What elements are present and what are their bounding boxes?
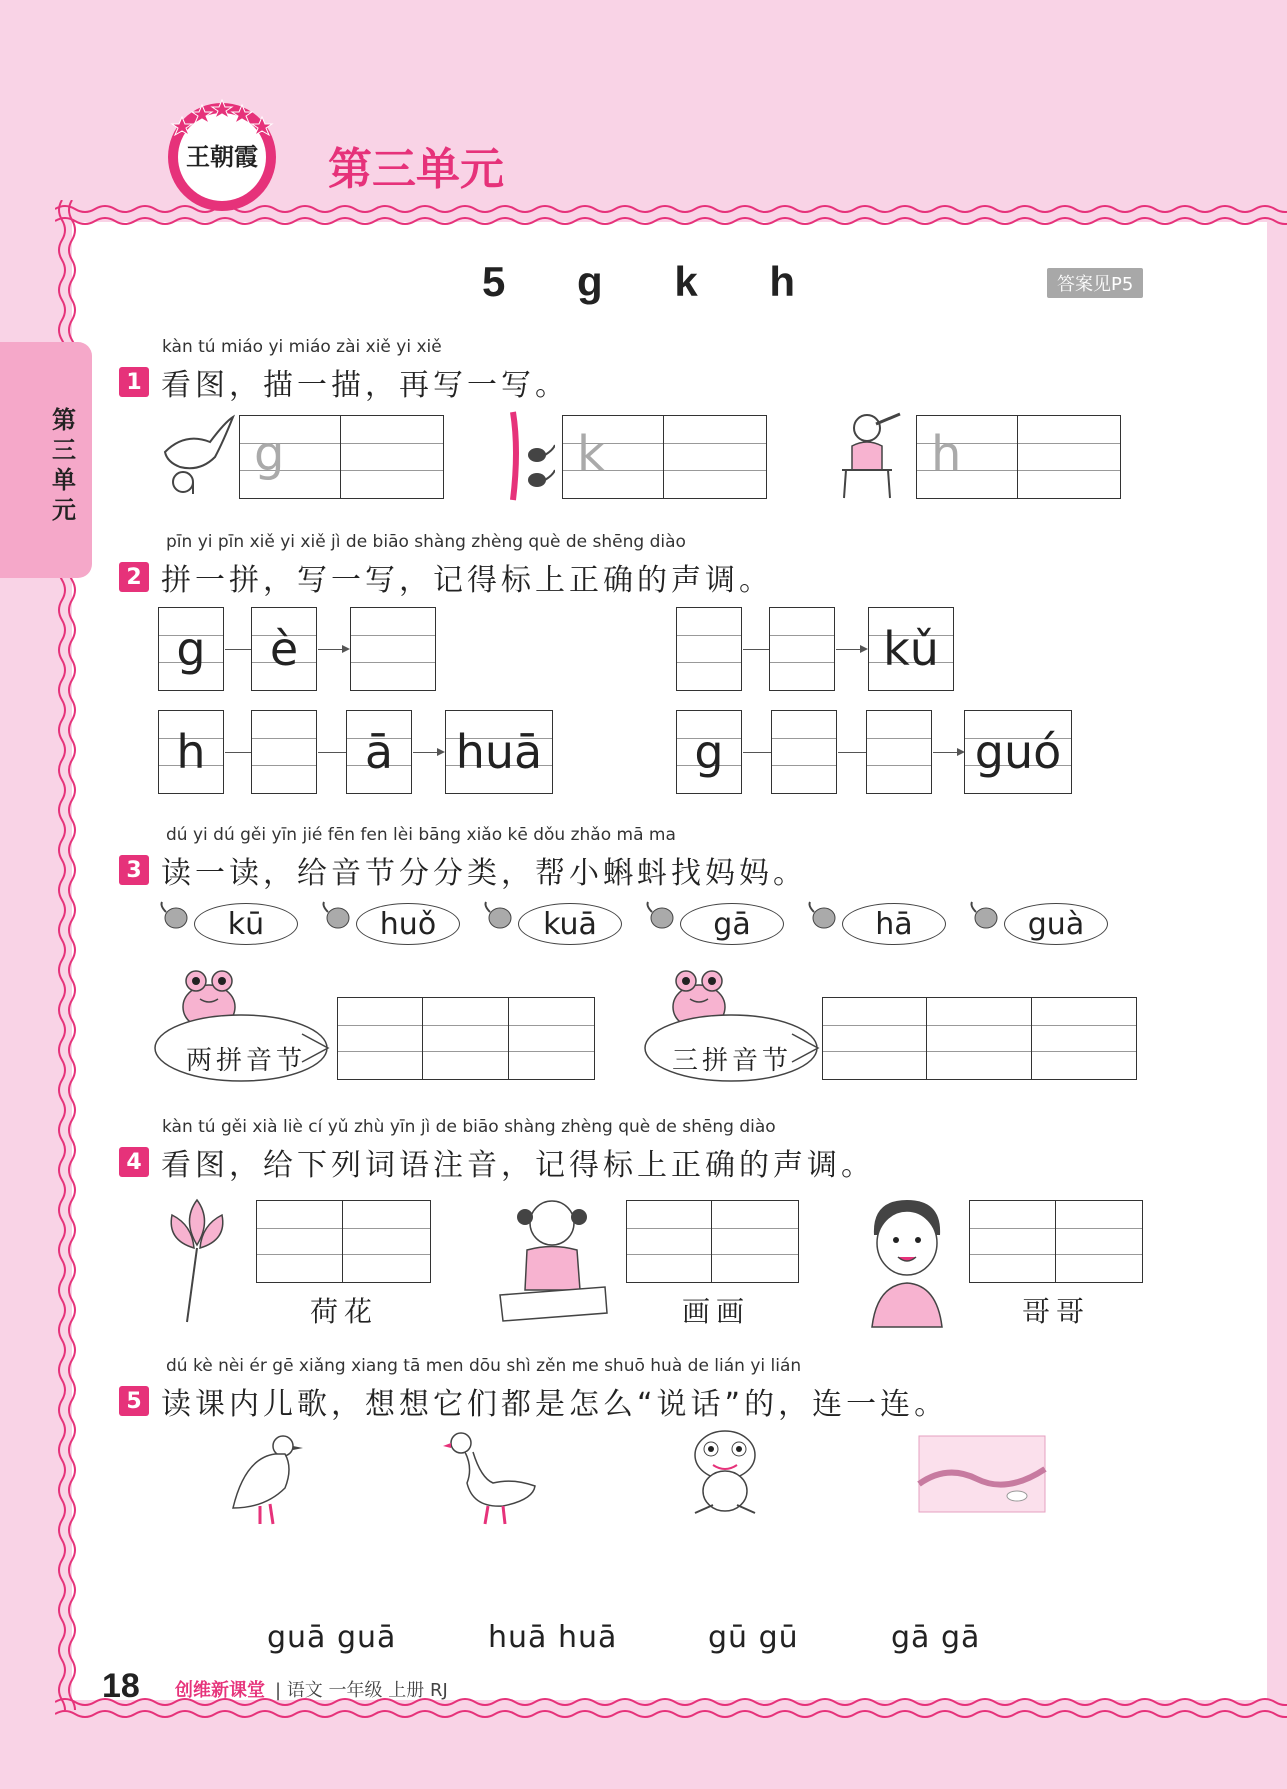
tadpole-icon (644, 900, 676, 932)
girl-drawing-image-icon (495, 1195, 610, 1325)
q1-number: 1 (119, 367, 149, 397)
connector-line (743, 752, 771, 753)
syllable-ga[interactable]: gā (680, 903, 784, 945)
q1-hint-g: g (254, 426, 285, 482)
q1-grid-g[interactable] (239, 415, 444, 499)
river-image-icon (917, 1434, 1047, 1514)
q3-grid-two-syllable[interactable] (337, 997, 595, 1080)
footer-brand: 创维新课堂 (175, 1680, 265, 1701)
syllable-huo[interactable]: huǒ (356, 903, 460, 945)
syllable-gua[interactable]: guà (1004, 903, 1108, 945)
arrow-icon (413, 752, 443, 753)
q1-hint-k: k (577, 426, 605, 482)
sound-hua-hua[interactable]: huā huā (488, 1620, 618, 1655)
connector-line (838, 752, 866, 753)
q4-grid-huahua[interactable] (626, 1200, 799, 1283)
tadpole-icon (158, 900, 190, 932)
sound-gua-gua[interactable]: guā guā (267, 1620, 397, 1655)
syllable-kua[interactable]: kuā (518, 903, 622, 945)
q4-pinyin: kàn tú gěi xià liè cí yǔ zhù yīn jì de biāo shàng zhèng què de shēng diào (162, 1117, 776, 1137)
sound-ga-ga[interactable]: gā gā (891, 1620, 981, 1655)
q3-number: 3 (119, 855, 149, 885)
q1-grid-h[interactable] (916, 415, 1121, 499)
q2-text: 拼一拼，写一写，记得标上正确的声调。 (161, 563, 773, 598)
arrow-icon (318, 649, 348, 650)
q2-cell-hua: huā (445, 710, 553, 794)
wave-border-top (55, 195, 1287, 235)
syllable-ku[interactable]: kū (194, 903, 298, 945)
answer-reference-badge: 答案见P5 (1047, 268, 1143, 298)
tadpole-reed-image-icon (505, 410, 555, 505)
q2-input-k1[interactable] (676, 607, 742, 691)
q2-cell-guo: guó (964, 710, 1072, 794)
connector-line (225, 649, 251, 650)
arrow-icon (933, 752, 963, 753)
q4-number: 4 (119, 1147, 149, 1177)
q4-prompt (119, 1140, 875, 1184)
connector-line (318, 752, 346, 753)
q4-grid-gege[interactable] (969, 1200, 1143, 1283)
arrow-icon (836, 649, 866, 650)
q5-prompt (119, 1379, 948, 1423)
word-brother: 哥哥 (1022, 1295, 1091, 1328)
q2-cell-ku: kǔ (868, 607, 954, 691)
q5-text: 读课内儿歌，想想它们都是怎么“说话”的，连一连。 (161, 1387, 949, 1422)
q5-pinyin: dú kè nèi ér gē xiǎng xiang tā men dōu shì zěn me shuō huà de lián yi lián (166, 1356, 802, 1376)
q2-answer-ge[interactable] (350, 607, 436, 691)
q2-input-g1[interactable] (771, 710, 837, 794)
tadpole-icon (968, 900, 1000, 932)
q2-prompt (119, 555, 773, 599)
q2-input-g2[interactable] (866, 710, 932, 794)
girl-chair-image-icon (832, 408, 902, 500)
group-two-syllable-label: 两拼音节 (186, 1046, 307, 1076)
boy-image-icon (862, 1195, 952, 1330)
q3-prompt (119, 848, 807, 892)
frog-image-icon (683, 1425, 768, 1520)
logo-text: 王朝霞 (186, 142, 258, 171)
dove-image-icon (155, 412, 235, 497)
q4-grid-hehua[interactable] (256, 1200, 431, 1283)
lotus-image-icon (152, 1190, 242, 1325)
q2-cell-g2: g (676, 710, 742, 794)
page-header (0, 0, 1287, 215)
tadpole-icon (482, 900, 514, 932)
connector-line (225, 752, 251, 753)
group-three-syllable-label: 三拼音节 (672, 1046, 793, 1076)
footer-info: | 语文 一年级 上册 RJ (275, 1680, 448, 1701)
q3-text: 读一读，给音节分分类，帮小蝌蚪找妈妈。 (161, 856, 807, 891)
connector-line (743, 649, 769, 650)
q3-pinyin: dú yi dú gěi yīn jié fēn fen lèi bāng xiǎo kē dǒu zhǎo mā ma (166, 825, 676, 845)
q1-grid-k[interactable] (562, 415, 767, 499)
sound-gu-gu[interactable]: gū gū (708, 1620, 799, 1655)
side-tab-label: 第三单元 (52, 406, 76, 524)
q1-pinyin: kàn tú miáo yi miáo zài xiě yi xiě (162, 337, 442, 357)
goose-image-icon (443, 1428, 538, 1528)
tadpole-icon (320, 900, 352, 932)
q2-number: 2 (119, 562, 149, 592)
q1-text: 看图，描一描，再写一写。 (161, 368, 569, 403)
syllable-ha[interactable]: hā (842, 903, 946, 945)
unit-title: 第三单元 (328, 144, 504, 195)
q2-input-u[interactable] (251, 710, 317, 794)
q2-cell-e: è (251, 607, 317, 691)
word-drawing: 画画 (682, 1295, 751, 1328)
q1-prompt (119, 360, 569, 404)
q1-hint-h: h (931, 426, 962, 482)
q4-text: 看图，给下列词语注音，记得标上正确的声调。 (161, 1148, 875, 1183)
q3-grid-three-syllable[interactable] (822, 997, 1137, 1080)
q2-pinyin: pīn yi pīn xiě yi xiě jì de biāo shàng zhèng què de shēng diào (166, 532, 686, 552)
pigeon-image-icon (225, 1428, 307, 1528)
q2-input-k2[interactable] (769, 607, 835, 691)
q2-cell-a: ā (346, 710, 412, 794)
tadpole-icon (806, 900, 838, 932)
q2-cell-g: g (158, 607, 224, 691)
q5-number: 5 (119, 1386, 149, 1416)
q2-cell-h: h (158, 710, 224, 794)
word-lotus: 荷花 (310, 1295, 379, 1328)
page-number: 18 (102, 1667, 140, 1705)
lesson-title: 5 g k h (481, 258, 826, 305)
